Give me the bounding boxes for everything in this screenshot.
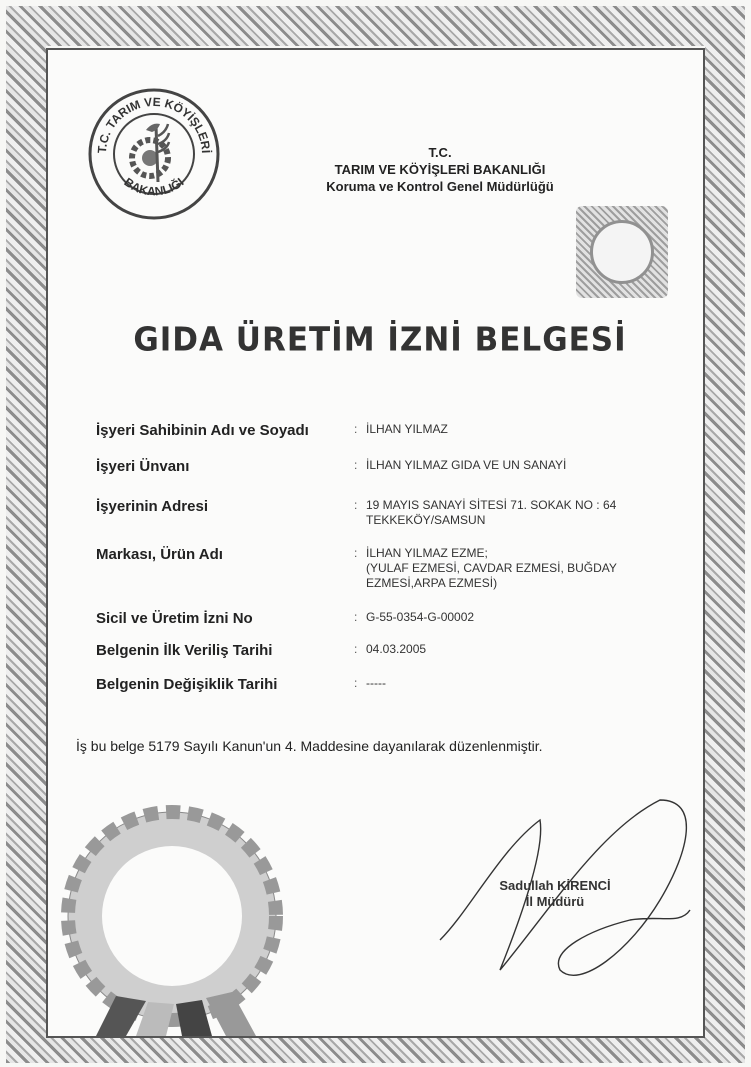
brand-line-1: İLHAN YILMAZ EZME; bbox=[366, 546, 488, 560]
signatory-block bbox=[470, 878, 640, 910]
signatory-name: Sadullah KİRENCİ bbox=[499, 878, 611, 893]
field-label: İşyeri Ünvanı bbox=[96, 458, 190, 475]
field-value bbox=[366, 498, 666, 528]
field-value: ----- bbox=[366, 676, 386, 690]
signatory-role: İl Müdürü bbox=[525, 894, 585, 909]
field-value: İLHAN YILMAZ GIDA VE UN SANAYİ bbox=[366, 458, 567, 472]
ministry-seal-icon bbox=[86, 86, 222, 222]
field-colon: : bbox=[354, 422, 358, 436]
field-colon: : bbox=[354, 610, 358, 624]
field-label: İşyerinin Adresi bbox=[96, 498, 208, 515]
field-colon: : bbox=[354, 676, 358, 690]
header-ministry: TARIM VE KÖYİŞLERİ BAKANLIĞI bbox=[334, 162, 546, 177]
field-value bbox=[366, 546, 666, 591]
field-colon: : bbox=[354, 642, 358, 656]
brand-line-3: EZMESİ,ARPA EZMESİ) bbox=[366, 576, 498, 590]
logo-ring-bottom-text: BAKANLIĞI bbox=[121, 174, 187, 199]
document-title: GIDA ÜRETİM İZNİ BELGESİ bbox=[133, 321, 627, 359]
brand-line-2: (YULAF EZMESİ, CAVDAR EZMESİ, BUĞDAY bbox=[366, 561, 617, 575]
field-colon: : bbox=[354, 498, 358, 512]
security-stamp-icon bbox=[576, 206, 668, 298]
field-label: Markası, Ürün Adı bbox=[96, 546, 223, 563]
header-directorate: Koruma ve Kontrol Genel Müdürlüğü bbox=[326, 179, 554, 194]
issuing-authority-header bbox=[280, 144, 600, 195]
logo-ring-top-text: T.C. TARIM VE KÖYİŞLERİ bbox=[94, 94, 214, 154]
field-value: İLHAN YILMAZ bbox=[366, 422, 448, 436]
address-line-1: 19 MAYIS SANAYİ SİTESİ 71. SOKAK NO : 64 bbox=[366, 498, 617, 512]
header-country: T.C. bbox=[428, 145, 452, 160]
field-value: 04.03.2005 bbox=[366, 642, 427, 656]
field-colon: : bbox=[354, 458, 358, 472]
field-value: G-55-0354-G-00002 bbox=[366, 610, 475, 624]
field-label: İşyeri Sahibinin Adı ve Soyadı bbox=[96, 422, 309, 439]
field-label: Belgenin Değişiklik Tarihi bbox=[96, 676, 278, 693]
legal-statement: İş bu belge 5179 Sayılı Kanun'un 4. Maddesine dayanılarak düzenlenmiştir. bbox=[76, 738, 543, 754]
field-label: Belgenin İlk Veriliş Tarihi bbox=[96, 642, 273, 659]
address-line-2: TEKKEKÖY/SAMSUN bbox=[366, 513, 486, 527]
rosette-ribbon-icon bbox=[56, 786, 296, 1036]
field-label: Sicil ve Üretim İzni No bbox=[96, 610, 253, 627]
field-colon: : bbox=[354, 546, 358, 560]
